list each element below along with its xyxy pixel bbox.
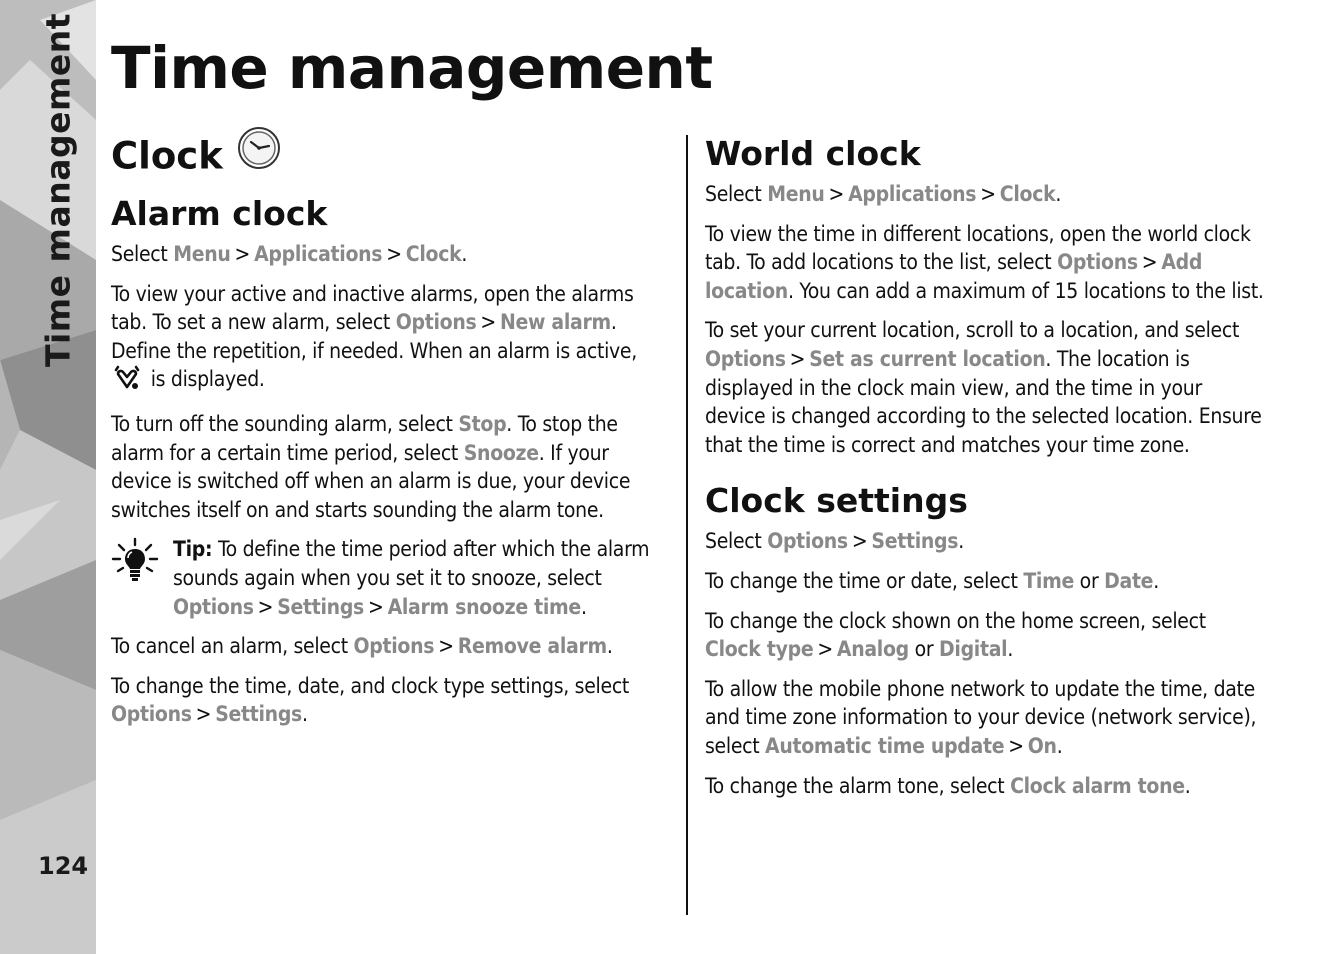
text: . To stop the alarm for a certain time period, select [111,411,618,465]
text: Select [111,242,174,266]
alarm-paragraph-2 [111,410,673,524]
text: To set your current location, scroll to a location, and select [705,318,1240,343]
options-link[interactable]: Options [705,346,786,371]
text: . If your device is switched off when an alarm is due, your device switches itself on and starts sounding the alarm tone. [111,440,631,522]
tip-text [173,535,673,621]
text: or [1073,568,1105,593]
network-update-paragraph [705,675,1267,761]
alarm-paragraph-1 [111,280,673,399]
separator: > [480,310,496,335]
menu-link[interactable]: Menu [767,182,825,206]
separator: > [195,702,212,727]
text: To change the clock shown on the home screen, select [705,608,1206,633]
clock-type-link[interactable]: Clock type [705,637,814,662]
separator: > [851,529,868,554]
text: . You can add a maximum of 15 locations to the list. [787,278,1264,303]
applications-link[interactable]: Applications [254,242,383,266]
text: . [1007,637,1014,662]
tip-box [111,535,673,621]
analog-link[interactable]: Analog [836,637,909,662]
text: or [908,637,940,662]
text: To turn off the sounding alarm, select [111,411,459,436]
options-link[interactable]: Options [395,310,477,335]
clock-icon [237,126,281,182]
page-number: 124 [38,852,89,880]
digital-link[interactable]: Digital [939,637,1008,662]
cancel-alarm-paragraph [111,632,673,661]
text: . [1184,773,1191,798]
snooze-link[interactable]: Snooze [463,440,539,465]
settings-link[interactable]: Settings [277,594,365,619]
text: To define the time period after which the alarm sounds again when you set it to snooze, select [173,537,650,590]
text: . [958,529,964,554]
options-link[interactable]: Options [353,634,435,659]
text: . [461,242,468,266]
stop-link[interactable]: Stop [458,411,507,436]
separator: > [368,594,384,619]
separator: > [817,637,833,662]
text: is displayed. [145,367,265,392]
text: To change the time or date, select [705,568,1024,593]
time-link[interactable]: Time [1023,568,1074,593]
clock-heading [111,130,673,186]
separator: > [438,634,454,659]
text: To cancel an alarm, select [111,634,354,659]
alarm-tone-paragraph [705,772,1267,801]
remove-alarm-link[interactable]: Remove alarm [457,634,607,659]
text: . Define the repetition, if needed. When an alarm is active, [111,310,637,363]
applications-link[interactable]: Applications [848,182,977,206]
change-settings-paragraph [111,672,673,729]
separator: > [1141,250,1158,275]
world-paragraph-2 [705,316,1267,459]
separator: > [980,182,996,206]
sidebar [0,0,96,954]
separator: > [234,242,251,266]
options-link[interactable]: Options [1057,250,1138,275]
new-alarm-link[interactable]: New alarm [499,310,611,335]
clock-settings-heading: Clock settings [705,481,968,521]
settings-select-path [705,527,1267,556]
alarm-snooze-time-link[interactable]: Alarm snooze time [387,594,581,619]
settings-link[interactable]: Settings [871,529,959,554]
text: Select [705,182,768,206]
set-as-current-location-link[interactable]: Set as current location [809,346,1046,371]
text: To change the alarm tone, select [705,773,1011,798]
world-select-path [705,180,1267,209]
text: . The location is displayed in the clock main view, and the time in your device is changed according to the selected location. Ensure that the time is correct and matches your time zone. [705,346,1262,457]
separator: > [789,346,806,371]
text: . [1153,568,1159,593]
world-paragraph-1 [705,220,1267,306]
text: To allow the mobile phone network to update the time, date and time zone information to your device (network service), select [705,676,1257,758]
date-link[interactable]: Date [1104,568,1154,593]
text: . [606,634,613,659]
settings-link[interactable]: Settings [215,702,303,727]
on-link[interactable]: On [1027,733,1057,758]
clock-link[interactable]: Clock [999,182,1056,206]
options-link[interactable]: Options [173,594,254,619]
world-clock-heading: World clock [705,134,921,173]
clock-heading-text: Clock [111,134,223,178]
alarm-select-path [111,240,673,269]
column-divider [686,135,688,915]
alarm-clock-heading: Alarm clock [111,194,328,233]
clock-type-paragraph [705,607,1267,664]
tip-label: Tip: [173,537,213,562]
text: . [1056,733,1063,758]
tip-lightbulb-icon [111,535,173,621]
options-link[interactable]: Options [111,702,192,727]
automatic-time-update-link[interactable]: Automatic time update [765,733,1005,758]
left-column [111,130,673,740]
clock-link[interactable]: Clock [405,242,462,266]
options-link[interactable]: Options [767,529,848,554]
text: To change the time, date, and clock type settings, select [111,673,630,698]
separator: > [386,242,402,266]
separator: > [257,594,274,619]
separator: > [1008,733,1024,758]
text: To view the time in different locations, open the world clock tab. To add locations to the list, select [705,221,1251,275]
text: Select [705,529,768,554]
text: . [302,702,308,727]
menu-link[interactable]: Menu [173,242,231,266]
separator: > [828,182,845,206]
page-title: Time management [111,34,713,102]
text: . [580,594,587,619]
sidebar-section-title: Time management [38,12,78,368]
time-date-paragraph [705,567,1267,596]
add-location-link[interactable]: Add location [705,250,1203,303]
right-column [705,130,1267,811]
text: . [1055,182,1062,206]
clock-alarm-tone-link[interactable]: Clock alarm tone [1010,773,1185,798]
alarm-active-icon [113,365,141,399]
text: To view your active and inactive alarms, open the alarms tab. To set a new alarm, select [111,281,634,335]
